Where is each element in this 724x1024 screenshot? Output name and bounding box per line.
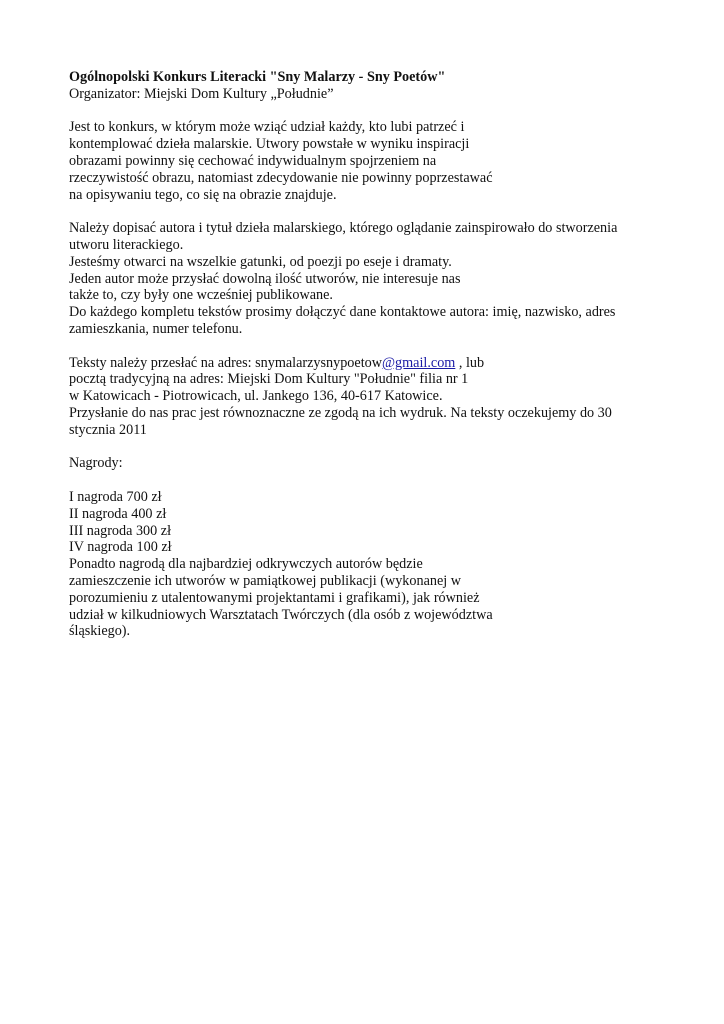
organizer-line: Organizator: Miejski Dom Kultury „Południe”	[69, 85, 334, 102]
paragraph-gap	[69, 338, 669, 355]
email-link[interactable]: @gmail.com	[381, 354, 456, 371]
paragraph-gap	[69, 472, 669, 489]
submission-line: pocztą tradycyjną na adres: Miejski Dom Kultury "Południe" filia nr 1	[69, 371, 469, 388]
intro-line: kontemplować dzieła malarskie. Utwory powstałe w wyniku inspiracji	[69, 136, 470, 153]
prize-item: II nagroda 400 zł	[69, 505, 167, 522]
paragraph-gap	[69, 103, 669, 120]
intro-line: obrazami powinny się cechować indywidualnym spojrzeniem na	[69, 152, 437, 169]
rules-line: Do każdego kompletu tekstów prosimy dołączyć dane kontaktowe autora: imię, nazwisko, adres	[69, 304, 616, 321]
rules-line: także to, czy były one wcześniej publikowane.	[69, 287, 333, 304]
prizes-heading: Nagrody:	[69, 455, 123, 472]
prize-extra-line: Ponadto nagrodą dla najbardziej odkrywczych autorów będzie	[69, 556, 423, 573]
prize-extra-line: śląskiego).	[69, 623, 131, 640]
submission-address-line	[69, 355, 669, 372]
rules-line: Jesteśmy otwarci na wszelkie gatunki, od poezji po eseje i dramaty.	[69, 253, 452, 270]
prize-item: III nagroda 300 zł	[69, 522, 172, 539]
rules-line: Jeden autor może przysłać dowolną ilość utworów, nie interesuje nas	[69, 270, 461, 287]
intro-line: na opisywaniu tego, co się na obrazie znajduje.	[69, 186, 337, 203]
submission-prefix: Teksty należy przesłać na adres: snymalarzysnypoetow	[69, 354, 382, 371]
prize-item: IV nagroda 100 zł	[69, 539, 172, 556]
prize-extra-line: porozumieniu z utalentowanymi projektantami i grafikami), jak również	[69, 589, 480, 606]
paragraph-gap	[69, 203, 669, 220]
intro-line: rzeczywistość obrazu, natomiast zdecydowanie nie powinny poprzestawać	[69, 169, 493, 186]
submission-line: w Katowicach - Piotrowicach, ul. Jankego 136, 40-617 Katowice.	[69, 388, 443, 405]
document-title: Ogólnopolski Konkurs Literacki "Sny Malarzy - Sny Poetów"	[69, 69, 446, 85]
submission-suffix: , lub	[455, 354, 485, 371]
rules-line: utworu literackiego.	[69, 236, 184, 253]
paragraph-gap	[69, 439, 669, 456]
rules-line: zamieszkania, numer telefonu.	[69, 320, 243, 337]
prize-extra-line: udział w kilkudniowych Warsztatach Twórczych (dla osób z województwa	[69, 606, 493, 623]
submission-line: stycznia 2011	[69, 421, 147, 438]
document-page	[69, 69, 669, 640]
intro-paragraph	[69, 119, 669, 203]
rules-line: Należy dopisać autora i tytuł dzieła malarskiego, którego oglądanie zainspirowało do stworzenia	[69, 220, 618, 237]
intro-line: Jest to konkurs, w którym może wziąć udział każdy, kto lubi patrzeć i	[69, 119, 465, 136]
prize-item: I nagroda 700 zł	[69, 488, 162, 505]
rules-paragraph	[69, 220, 669, 338]
submission-paragraph	[69, 355, 669, 439]
submission-line: Przysłanie do nas prac jest równoznaczne ze zgodą na ich wydruk. Na teksty oczekujemy do 30	[69, 404, 612, 421]
prize-extra-line: zamieszczenie ich utworów w pamiątkowej publikacji (wykonanej w	[69, 572, 461, 589]
prizes-list	[69, 489, 669, 640]
